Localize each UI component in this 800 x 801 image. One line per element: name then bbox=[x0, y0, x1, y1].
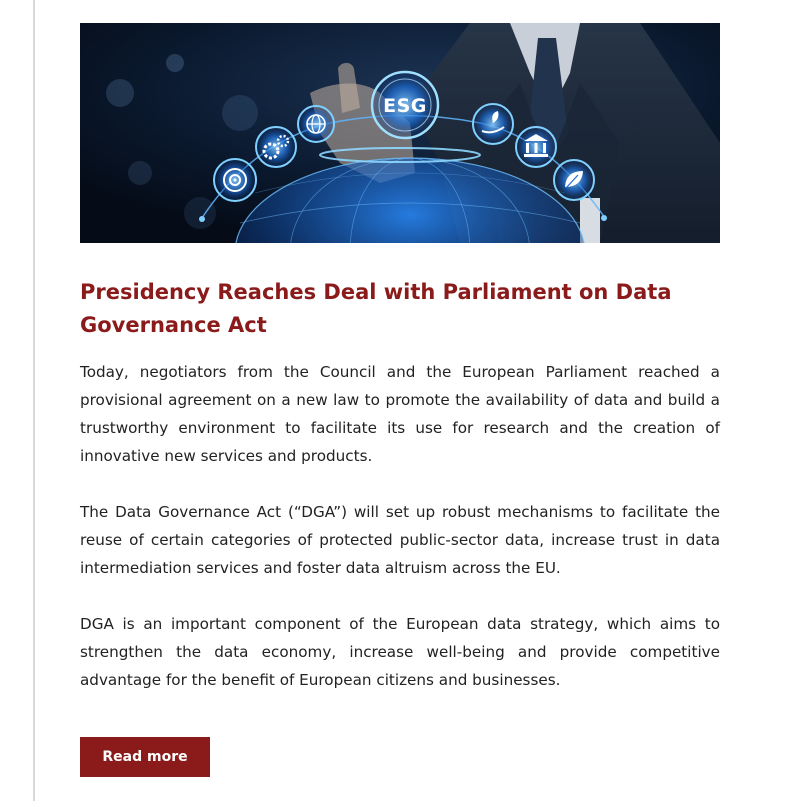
hero-image bbox=[80, 23, 720, 243]
article-paragraph: DGA is an important component of the European data strategy, which aims to strengthen the data economy, increase well-being and provide competitive advantage for the benefit of European citizens and businesses. bbox=[80, 615, 720, 689]
read-more-button[interactable]: Read more bbox=[80, 737, 210, 777]
esg-label: ESG bbox=[383, 95, 427, 117]
hand-leaf-icon bbox=[473, 104, 513, 144]
gears-icon bbox=[256, 127, 296, 167]
bank-icon bbox=[516, 127, 556, 167]
left-border-rule bbox=[33, 0, 35, 801]
esg-icon bbox=[372, 72, 438, 138]
leaf-icon bbox=[554, 160, 594, 200]
hero-illustration bbox=[80, 23, 720, 243]
article-title: Presidency Reaches Deal with Parliament on Data Governance Act bbox=[80, 280, 672, 337]
article-paragraph: Today, negotiators from the Council and the European Parliament reached a provisional agreement on a new law to promote the availability of data and build a trustworthy environment to facilitate its use for research and the creation of innovative new services and products. bbox=[80, 363, 720, 465]
target-icon bbox=[214, 159, 256, 201]
globe-icon bbox=[298, 106, 334, 142]
article-body bbox=[80, 358, 720, 722]
article-paragraph: The Data Governance Act (“DGA”) will set up robust mechanisms to facilitate the reuse of certain categories of protected public-sector data, increase trust in data intermediation services and foster data altruism across the EU. bbox=[80, 503, 720, 577]
